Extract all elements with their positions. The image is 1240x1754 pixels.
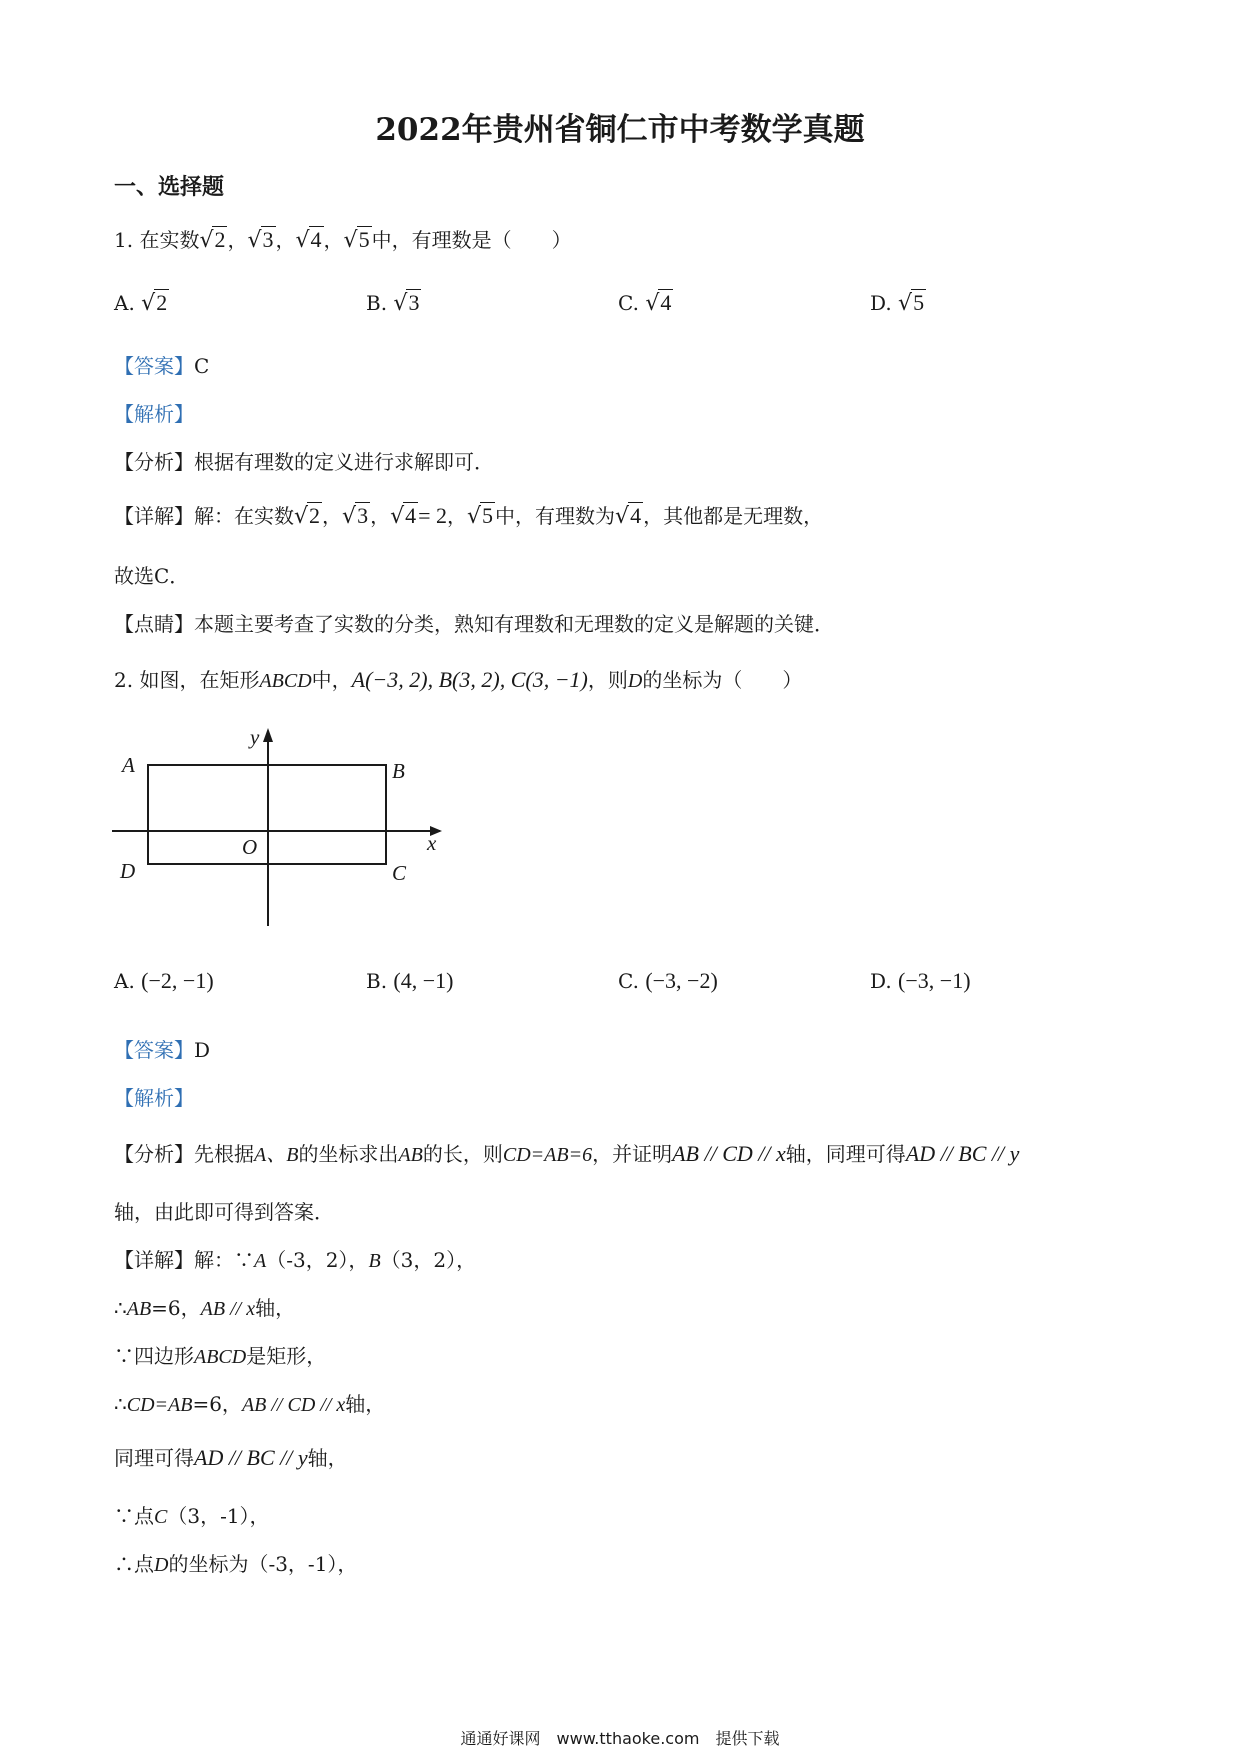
- separator: ，: [227, 228, 248, 252]
- radicand: 5: [482, 503, 494, 528]
- step-italic: AD // BC // y: [194, 1445, 308, 1470]
- step-text: 轴，: [345, 1392, 386, 1416]
- sqrt-expr: √5: [898, 290, 925, 316]
- q2-stem-mid: 中，: [311, 668, 352, 692]
- step-text: 的坐标为（-3，-1），: [168, 1552, 358, 1576]
- radicand: 2: [156, 290, 168, 315]
- answer-tag: 【答案】: [114, 1038, 194, 1062]
- q2-step-7: [114, 1548, 357, 1577]
- fenxi-tag: 【分析】: [114, 450, 194, 474]
- separator: ，: [370, 504, 391, 528]
- step-text: ∴: [114, 1392, 127, 1416]
- option-value: (−2, −1): [141, 968, 214, 993]
- q1-dianjing: [114, 608, 834, 637]
- step-text: 轴，: [255, 1296, 296, 1320]
- radicand: 3: [357, 503, 369, 528]
- answer-tag: 【答案】: [114, 354, 194, 378]
- fenxi-text: 的长，则: [422, 1142, 503, 1166]
- sqrt-expr: √2: [141, 290, 168, 316]
- radicand: 3: [408, 290, 420, 315]
- option-letter: B.: [366, 969, 388, 993]
- separator: ，: [447, 504, 468, 528]
- q2-step-2: [114, 1292, 295, 1321]
- label-x: x: [427, 831, 437, 855]
- option-value: (4, −1): [393, 968, 454, 993]
- q2-stem-post1: ，则: [587, 668, 628, 692]
- label-d: D: [120, 859, 136, 883]
- q2-stem: [114, 664, 802, 693]
- radicand: 2: [309, 503, 321, 528]
- step-italic: B: [368, 1250, 381, 1272]
- radicand: 2: [214, 227, 226, 252]
- fenxi-italic: AB // CD // x: [672, 1141, 786, 1166]
- radicand: 4: [660, 290, 672, 315]
- radicand: 4: [405, 503, 417, 528]
- y-axis-arrow: [263, 728, 273, 742]
- step-italic: C: [154, 1506, 168, 1528]
- q2-step-6: [114, 1500, 270, 1529]
- dianjing-tag: 【点睛】: [114, 612, 194, 636]
- q2-stem-pre: 2. 如图，在矩形: [114, 668, 260, 692]
- fenxi-italic: A、B: [254, 1144, 299, 1166]
- point-d: D: [627, 670, 643, 692]
- radicand: 4: [310, 227, 322, 252]
- q2-option-c: [618, 968, 718, 994]
- q1-option-d: [870, 290, 926, 316]
- radicand: 4: [630, 503, 642, 528]
- fenxi-text: 先根据: [194, 1142, 254, 1166]
- q2-option-a: [114, 968, 214, 994]
- fenxi-text: 根据有理数的定义进行求解即可．: [194, 450, 494, 474]
- q1-stem-pre: 1. 在实数: [114, 228, 200, 252]
- option-letter: B.: [366, 291, 388, 315]
- separator: ，: [323, 228, 344, 252]
- sqrt-expr: √4: [390, 503, 417, 529]
- fenxi-text: 的坐标求出: [298, 1142, 399, 1166]
- coordinate-figure: [100, 716, 460, 926]
- sqrt-expr: √4: [295, 227, 322, 253]
- answer-value: D: [194, 1038, 211, 1062]
- q2-step-1: [114, 1244, 476, 1273]
- step-text: 是矩形，: [246, 1344, 327, 1368]
- step-text: 轴，: [307, 1446, 348, 1470]
- rect-name: ABCD: [259, 670, 312, 692]
- q2-stem-post2: 的坐标为（ ）: [642, 668, 803, 692]
- label-c: C: [392, 861, 407, 885]
- fenxi-text: ，并证明: [592, 1142, 673, 1166]
- sqrt-expr: √5: [343, 227, 370, 253]
- detail-pre: 解：在实数: [194, 504, 294, 528]
- q1-option-a: [114, 290, 169, 316]
- analysis-tag: 【解析】: [114, 402, 194, 426]
- q2-fenxi-line2: 轴，由此即可得到答案．: [114, 1200, 334, 1224]
- step-text: ∵四边形: [114, 1344, 194, 1368]
- step-italic: ABCD: [194, 1346, 247, 1368]
- option-letter: C.: [618, 969, 639, 993]
- label-o: O: [242, 835, 258, 859]
- fenxi-italic: CD=AB=6: [502, 1144, 593, 1166]
- separator: ，: [275, 228, 296, 252]
- option-letter: A.: [114, 291, 135, 315]
- step-italic: CD=AB: [126, 1394, 193, 1416]
- dianjing-text: 本题主要考查了实数的分类，熟知有理数和无理数的定义是解题的关键．: [194, 612, 834, 636]
- sqrt-expr: √2: [199, 227, 226, 253]
- step-italic: AB // x: [200, 1298, 256, 1320]
- answer-value: C: [194, 354, 210, 378]
- q2-step-3: [114, 1340, 326, 1369]
- step-italic: A: [254, 1250, 267, 1272]
- sqrt-expr: √4: [645, 290, 672, 316]
- step-italic: AB // CD // x: [241, 1394, 346, 1416]
- step-text: ∵点: [114, 1504, 154, 1528]
- fenxi-text: 轴，同理可得: [785, 1142, 906, 1166]
- step-text: ∴点: [114, 1552, 154, 1576]
- q1-option-c: [618, 290, 673, 316]
- analysis-tag: 【解析】: [114, 1086, 194, 1110]
- fenxi-italic: AD // BC // y: [905, 1141, 1020, 1166]
- q1-option-b: [366, 290, 421, 316]
- step-text: （3，2），: [380, 1248, 477, 1272]
- label-b: B: [392, 759, 405, 783]
- option-letter: C.: [618, 291, 639, 315]
- q2-answer: [114, 1034, 210, 1063]
- step-text: （3，-1），: [167, 1504, 270, 1528]
- option-letter: A.: [114, 969, 135, 993]
- coords: A(−3, 2), B(3, 2), C(3, −1): [351, 667, 588, 692]
- step-text: 解：∵: [194, 1248, 254, 1272]
- separator: ，: [322, 504, 343, 528]
- sqrt-expr: √2: [294, 503, 321, 529]
- q2-option-d: [870, 968, 971, 994]
- section-heading: 一、选择题: [114, 174, 225, 200]
- equation: = 2: [418, 503, 448, 528]
- q1-fenxi: [114, 446, 494, 475]
- detail-tag: 【详解】: [114, 504, 194, 528]
- option-value: (−3, −1): [898, 968, 971, 993]
- q2-step-5: [114, 1442, 348, 1471]
- sqrt-expr: √5: [467, 503, 494, 529]
- step-text: （-3，2），: [266, 1248, 369, 1272]
- q1-stem-post: 中，有理数是（ ）: [371, 228, 572, 252]
- q1-detail: [114, 500, 823, 529]
- fenxi-tag: 【分析】: [114, 1142, 194, 1166]
- q1-stem: [114, 224, 572, 253]
- q2-option-b: [366, 968, 453, 994]
- radicand: 3: [262, 227, 274, 252]
- sqrt-expr: √4: [615, 503, 642, 529]
- page-footer: 通通好课网 www.tthaoke.com 提供下载: [460, 1729, 780, 1748]
- step-text: =6，: [151, 1296, 201, 1320]
- detail-mid: 中，有理数为: [495, 504, 616, 528]
- label-a: A: [122, 753, 135, 777]
- q1-conclusion: 故选C．: [114, 564, 190, 588]
- step-text: 同理可得: [114, 1446, 194, 1470]
- step-italic: D: [154, 1554, 169, 1576]
- q2-fenxi: [114, 1138, 1019, 1167]
- step-italic: AB: [126, 1298, 152, 1320]
- step-text: =6，: [192, 1392, 242, 1416]
- q1-answer: [114, 350, 209, 379]
- option-letter: D.: [870, 291, 892, 315]
- detail-post: ，其他都是无理数，: [643, 504, 824, 528]
- option-value: (−3, −2): [645, 968, 718, 993]
- sqrt-expr: √3: [393, 290, 420, 316]
- page-title: 2022年贵州省铜仁市中考数学真题: [375, 112, 865, 148]
- step-text: ∴: [114, 1296, 127, 1320]
- radicand: 5: [358, 227, 370, 252]
- q2-step-4: [114, 1388, 385, 1417]
- label-y: y: [250, 725, 260, 749]
- sqrt-expr: √3: [247, 227, 274, 253]
- radicand: 5: [913, 290, 925, 315]
- fenxi-italic: AB: [398, 1144, 423, 1166]
- sqrt-expr: √3: [342, 503, 369, 529]
- option-letter: D.: [870, 969, 892, 993]
- detail-tag: 【详解】: [114, 1248, 194, 1272]
